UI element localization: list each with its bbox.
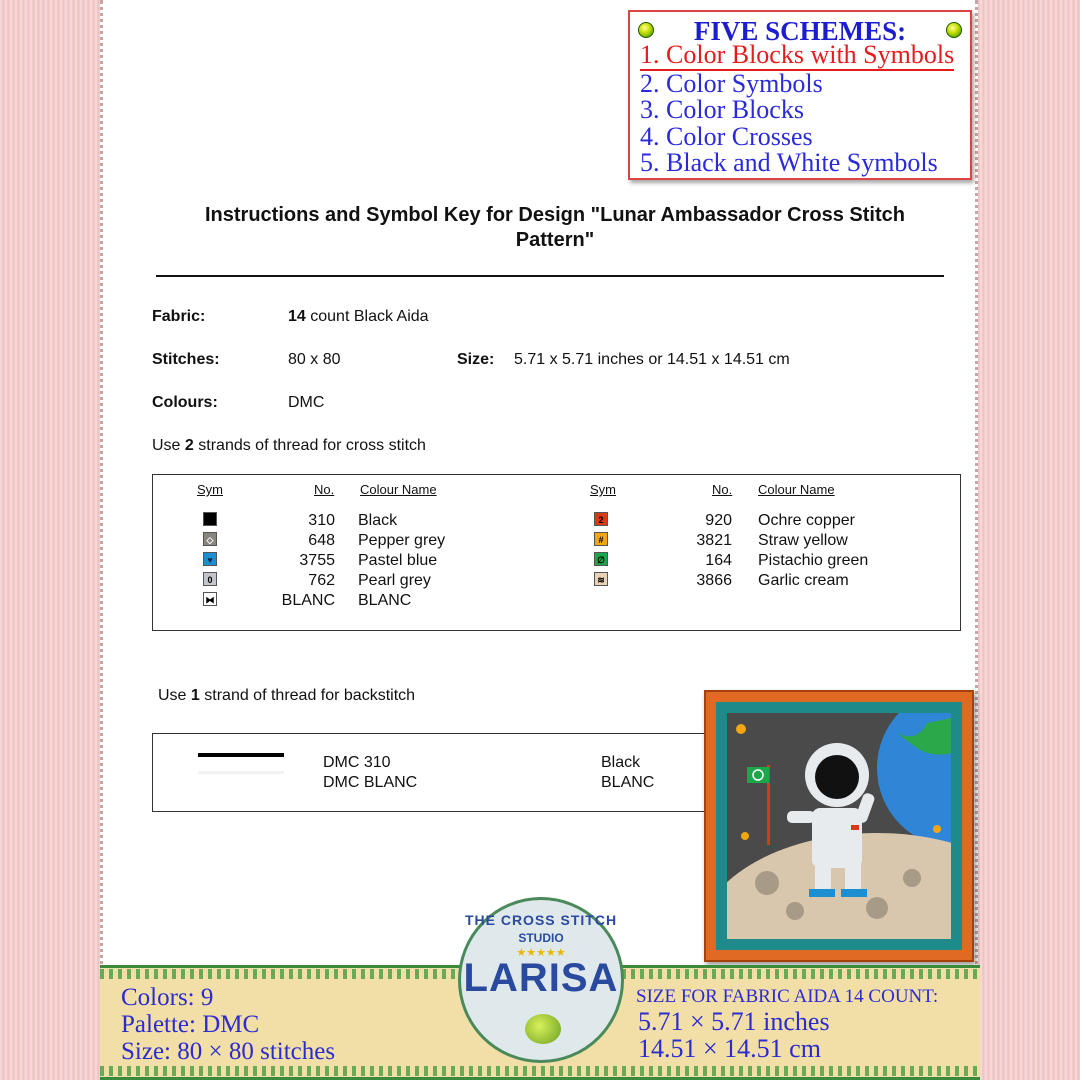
- color-symbol-icon: ♥: [203, 552, 217, 566]
- astronaut-illustration: [727, 713, 951, 939]
- stitches-value: 80 x 80: [288, 351, 341, 368]
- colours-label: Colours:: [152, 394, 218, 411]
- note-text: Use: [152, 437, 181, 454]
- scheme-item-5[interactable]: 5. Black and White Symbols: [640, 148, 938, 177]
- logo-studio-text: STUDIO: [518, 931, 564, 945]
- schemes-box: [628, 10, 972, 180]
- pattern-summary: [121, 984, 335, 1065]
- col-header-name: Colour Name: [360, 482, 437, 497]
- colour-name: Ochre copper: [758, 512, 855, 529]
- colors-count: Colors: 9: [121, 984, 214, 1011]
- thread-number: 762: [308, 572, 335, 589]
- backstitch-line-black: [198, 753, 284, 757]
- stitches-label: Stitches:: [152, 351, 220, 368]
- stitch-size: Size: 80 × 80 stitches: [121, 1038, 336, 1065]
- fabric-count: 14: [288, 308, 306, 325]
- col-header-name: Colour Name: [758, 482, 835, 497]
- thread-number: 920: [705, 512, 732, 529]
- cross-stitch-note: [152, 437, 426, 455]
- color-symbol-icon: ⧓: [203, 592, 217, 606]
- title-divider: [156, 275, 944, 277]
- colour-name: Black: [358, 512, 398, 529]
- fabric-text: count Black Aida: [310, 308, 429, 325]
- logo-stars: ★★★★★: [516, 947, 566, 959]
- backstitch-code: DMC BLANC: [323, 774, 418, 791]
- studio-logo: [458, 897, 624, 1063]
- fabric-label: Fabric:: [152, 308, 206, 325]
- note-text: Use: [158, 687, 187, 704]
- colour-name: BLANC: [358, 592, 412, 609]
- col-header-no: No.: [314, 482, 335, 497]
- size-label: Size:: [457, 351, 495, 368]
- thread-number: 164: [705, 552, 732, 569]
- color-symbol-icon: ◇: [203, 532, 217, 546]
- colour-name: Garlic cream: [758, 572, 849, 589]
- title-line-1: Instructions and Symbol Key for Design "Lunar Ambassador Cross Stitch: [205, 204, 905, 226]
- thread-number: 3821: [696, 532, 732, 549]
- color-symbol-icon: 2: [594, 512, 608, 526]
- size-inches: 5.71 × 5.71 inches: [638, 1007, 830, 1036]
- size-value: 5.71 x 5.71 inches or 14.51 x 14.51 cm: [514, 351, 790, 368]
- note-text: strand of thread for backstitch: [204, 687, 416, 704]
- fabric-size-values: [638, 1008, 830, 1062]
- schemes-list: [640, 42, 954, 177]
- title-line-2: Pattern": [515, 229, 595, 251]
- scheme-item-4[interactable]: 4. Color Crosses: [640, 121, 813, 151]
- vine-border: [100, 1066, 980, 1076]
- backstitch-code: DMC 310: [323, 754, 391, 771]
- thread-number: BLANC: [281, 592, 335, 609]
- colour-name: Pepper grey: [358, 532, 446, 549]
- logo-name: LARISA: [463, 956, 619, 1000]
- note-text: strands of thread for cross stitch: [198, 437, 426, 454]
- design-preview-image[interactable]: [704, 690, 974, 962]
- colour-name: Pearl grey: [358, 572, 431, 589]
- fabric-value: [288, 308, 429, 326]
- palette-label: Palette: DMC: [121, 1011, 260, 1038]
- backstitch-name: BLANC: [601, 774, 655, 791]
- color-symbol-icon: ■: [203, 512, 217, 526]
- backstitch-note: [158, 687, 415, 705]
- strand-count: 2: [184, 437, 194, 454]
- bird-icon: [525, 1014, 561, 1044]
- backstitch-line-white: [198, 771, 284, 774]
- thread-number: 310: [308, 512, 335, 529]
- color-symbol-icon: #: [594, 532, 608, 546]
- color-symbol-icon: ∅: [594, 552, 608, 566]
- col-header-sym: Sym: [197, 482, 223, 497]
- schemes-title: FIVE SCHEMES:: [693, 16, 907, 46]
- thread-number: 648: [308, 532, 335, 549]
- colours-value: DMC: [288, 394, 325, 411]
- fabric-size-title: SIZE FOR FABRIC AIDA 14 COUNT:: [636, 986, 939, 1007]
- colour-name: Straw yellow: [758, 532, 848, 549]
- thread-number: 3755: [299, 552, 335, 569]
- colour-name: Pastel blue: [358, 552, 438, 569]
- scheme-item-2[interactable]: 2. Color Symbols: [640, 68, 823, 98]
- strand-count: 1: [190, 687, 200, 704]
- color-symbol-icon: ≋: [594, 572, 608, 586]
- backstitch-name: Black: [601, 754, 641, 771]
- thread-number: 3866: [696, 572, 732, 589]
- document-title: [160, 203, 950, 253]
- scheme-item-3[interactable]: 3. Color Blocks: [640, 95, 804, 124]
- colour-name: Pistachio green: [758, 552, 869, 569]
- logo-ring-text: THE CROSS STITCH: [464, 912, 618, 928]
- size-cm: 14.51 × 14.51 cm: [638, 1034, 821, 1063]
- col-header-sym: Sym: [590, 482, 616, 497]
- scheme-item-1[interactable]: 1. Color Blocks with Symbols: [640, 40, 955, 69]
- color-symbol-icon: 0: [203, 572, 217, 586]
- col-header-no: No.: [712, 482, 733, 497]
